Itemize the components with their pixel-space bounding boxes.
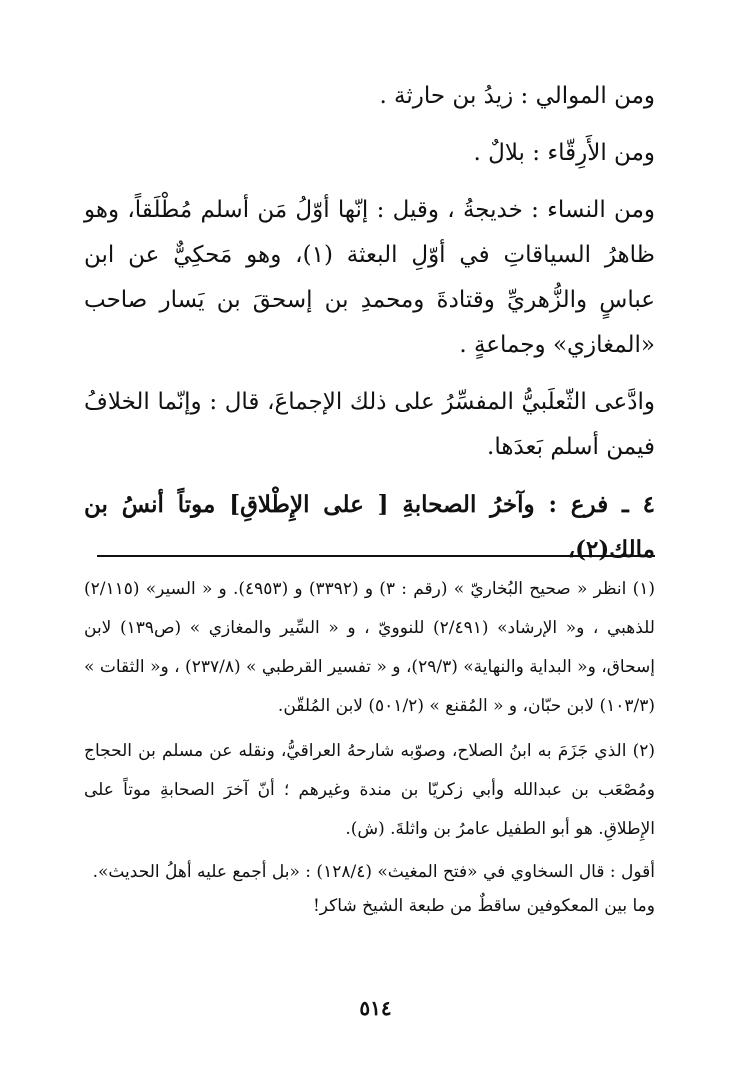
footnote-1: (١) انظر « صحيح البُخاريّ » (رقم : ٣) و (٣٣٩٢) و (٤٩٥٣). و « السير» (٢/١١٥) للذهبي ، و« الإرشاد» (٢/٤٩١) للنوويّ ، و « السِّير والمغازي » (ص١٣٩) لابن إسحاق، و« البداية والنهاية» (٢٩/٣)، و « تفسير القرطبي » (٢٣٧/٨) ، و« الثقات » (١٠٣/٣) لابن حبّان، و « المُقنع » (٥٠١/٢) لابن المُلقّن. — [84, 579, 656, 716]
main-text — [84, 74, 655, 584]
editor-note-line-2: وما بين المعكوفين ساقطٌ من طبعة الشيخ شاكر! — [312, 896, 655, 916]
paragraph-thalabi: وادَّعى الثّعلَبيُّ المفسِّرُ على ذلك الإجماعَ، قال : وإنّما الخلافُ فيمن أسلم بَعدَها. — [84, 389, 655, 460]
editor-note-line-1: أقول : قال السخاوي في «فتح المغيث» (١٢٨/٤) : «بل أجمع عليه أهلُ الحديث». — [92, 862, 655, 882]
footnote-2: (٢) الذي جَزَمَ به ابنُ الصلاح، وصوّبه شارحهُ العراقيُّ، ونقله عن مسلم بن الحجاج ومُصْعَب بن عبدالله وأبي زكريّا بن مندة وغيرهم ؛ أنّ آخرَ الصحابةِ موتاً على الإِطلاقِ. هو أبو الطفيل عامرُ بن واثلةَ. (ش). — [84, 741, 655, 839]
paragraph-mawali: ومن الموالي : زيدُ بن حارثة . — [379, 83, 655, 109]
page-number: ٥١٤ — [359, 996, 392, 1020]
paragraph-arqa: ومن الأَرِقّاء : بلالٌ . — [473, 140, 655, 166]
footnotes — [84, 570, 655, 923]
paragraph-nisa: ومن النساء : خديجةُ ، وقيل : إنّها أوّلُ مَن أسلم مُطْلَقاً، وهو ظاهرُ السياقاتِ في أوّلِ البعثة (١)، وهو مَحكِيٌّ عن ابن عباسٍ والزُّهريِّ وقتادةَ ومحمدِ بن إسحقَ بن يَسار صاحب «المغازي» وجماعةٍ . — [84, 197, 655, 358]
section-heading: ٤ ـ فرع : وآخرُ الصحابةِ [ على الإِطْلاقِ] موتاً أنسُ بن مالك(٢)، — [84, 491, 655, 563]
footnote-divider — [97, 555, 655, 557]
